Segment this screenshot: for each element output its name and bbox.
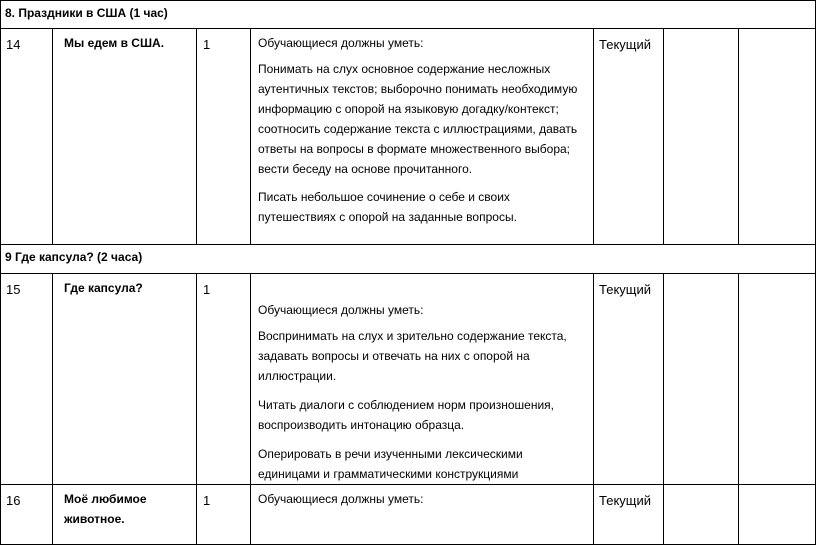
empty-cell (739, 274, 816, 485)
lesson-description (251, 274, 594, 485)
description-paragraph: Обучающиеся должны уметь: (258, 36, 424, 50)
lesson-hours: 1 (197, 274, 251, 485)
lesson-number: 14 (1, 29, 53, 245)
lesson-topic: Мы едем в США. (53, 29, 197, 245)
control-type: Текущий (594, 485, 664, 545)
lesson-description (251, 485, 594, 545)
section-header (1, 1, 816, 29)
lesson-hours: 1 (197, 29, 251, 245)
empty-cell (739, 29, 816, 245)
empty-cell (664, 485, 739, 545)
table-row (1, 274, 816, 485)
control-type: Текущий (594, 274, 664, 485)
empty-cell (664, 274, 739, 485)
empty-cell (664, 29, 739, 245)
control-type: Текущий (594, 29, 664, 245)
description-paragraph: Понимать на слух основное содержание несложных аутентичных текстов; выборочно понимать необходимую информацию с опорой на языковую догадку/контекст; соотносить содержание текста с иллюстрациями, давать ответы на вопросы в формате множественного выбора; вести беседу на основе прочитанного. (258, 62, 578, 176)
section-header (1, 245, 816, 274)
description-paragraph: Оперировать в речи изученными лексическими единицами и грамматическими конструкциями (258, 447, 523, 481)
description-paragraph: Писать небольшое сочинение о себе и своих путешествиях с опорой на заданные вопросы. (258, 190, 517, 224)
description-paragraph: Читать диалоги с соблюдением норм произношения, воспроизводить интонацию образца. (258, 398, 555, 432)
section-title: 9 Где капсула? (2 часа) (1, 245, 816, 274)
description-paragraph: Обучающиеся должны уметь: (258, 492, 424, 506)
section-title: 8. Праздники в США (1 час) (1, 1, 816, 29)
description-paragraph: Воспринимать на слух и зрительно содержание текста, задавать вопросы и отвечать на них с опорой на иллюстрации. (258, 329, 567, 383)
lesson-number: 16 (1, 485, 53, 545)
description-paragraph: Обучающиеся должны уметь: (258, 303, 424, 317)
lesson-topic: Где капсула? (53, 274, 197, 485)
lesson-description (251, 29, 594, 245)
lesson-hours: 1 (197, 485, 251, 545)
empty-cell (739, 485, 816, 545)
table-row (1, 485, 816, 545)
lesson-number: 15 (1, 274, 53, 485)
lesson-topic: Моё любимое животное. (53, 485, 197, 545)
table-row (1, 29, 816, 245)
